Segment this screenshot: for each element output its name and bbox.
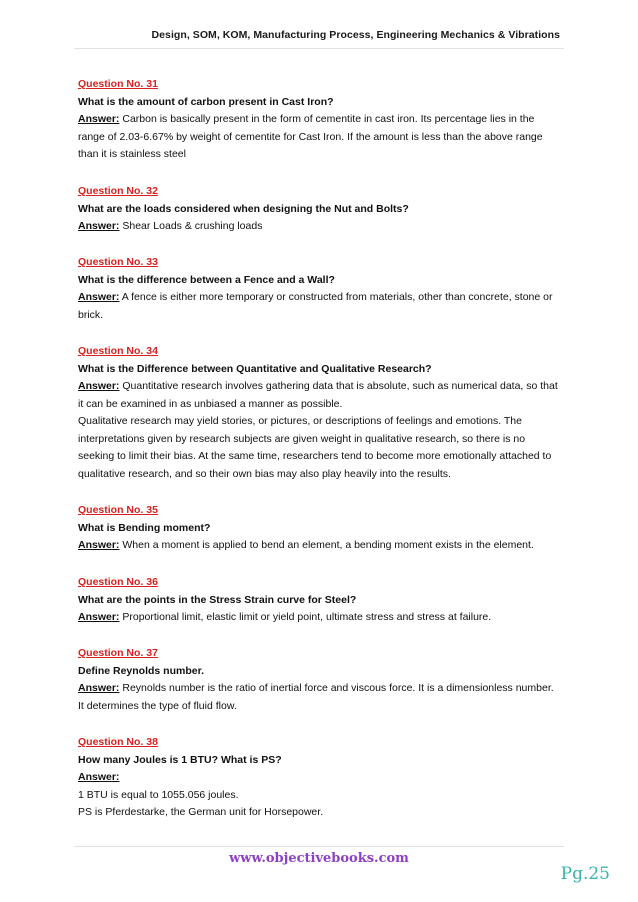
answer-line-ps: PS is Pferdestarke, the German unit for Horsepower. xyxy=(78,806,324,818)
answer-label: Answer: xyxy=(78,219,120,232)
question-text: What is the difference between a Fence and a Wall? xyxy=(78,274,335,286)
header-divider xyxy=(74,48,564,49)
answer-block xyxy=(78,378,562,413)
question-text: What is the Difference between Quantitative and Qualitative Research? xyxy=(78,363,432,375)
answer-label: Answer: xyxy=(78,610,120,623)
answer-text: Proportional limit, elastic limit or yield point, ultimate stress and stress at failure. xyxy=(122,610,492,623)
answer-text: A fence is either more temporary or constructed from materials, other than concrete, stone or brick. xyxy=(78,291,553,321)
answer-text: When a moment is applied to bend an element, a bending moment exists in the element. xyxy=(122,539,534,551)
question-number: Question No. 31 xyxy=(78,78,158,90)
qa-item-35 xyxy=(78,502,562,555)
answer-continuation: Qualitative research may yield stories, or pictures, or descriptions of feelings and emotions. The interpretations given by research subjects are given weight in qualitative research, so there is no seeking to limit their bias. At the same time, researchers tend to become more emotionally attached to qualitative research, and so their own bias may also play heavily into the results. xyxy=(78,415,552,480)
answer-block xyxy=(78,680,562,715)
answer-block xyxy=(78,609,562,627)
question-number: Question No. 36 xyxy=(78,575,158,588)
answer-label: Answer: xyxy=(78,771,120,783)
question-number: Question No. 32 xyxy=(78,184,158,197)
footer-divider xyxy=(74,846,564,847)
answer-block xyxy=(78,218,562,236)
answer-text: Quantitative research involves gathering data that is absolute, such as numerical data, so that it can be examined in as unbiased a manner as possible. xyxy=(78,380,558,410)
qa-item-36 xyxy=(78,574,562,627)
question-number: Question No. 38 xyxy=(78,736,158,748)
qa-content xyxy=(78,76,562,841)
answer-label: Answer: xyxy=(78,291,120,303)
qa-item-33 xyxy=(78,254,562,324)
answer-block xyxy=(78,289,562,324)
answer-text: Carbon is basically present in the form of cementite in cast iron. Its percentage lies in the range of 2.03-6.67% by weight of cementite for Cast Iron. If the amount is less than the above range than it is stainless steel xyxy=(78,113,543,160)
question-text: Define Reynolds number. xyxy=(78,665,205,677)
qa-item-32 xyxy=(78,183,562,236)
page-header-title: Design, SOM, KOM, Manufacturing Process, Engineering Mechanics & Vibrations xyxy=(151,29,560,41)
qa-item-37 xyxy=(78,645,562,715)
question-text: What are the loads considered when designing the Nut and Bolts? xyxy=(78,202,409,215)
question-number: Question No. 33 xyxy=(78,256,158,268)
qa-item-38 xyxy=(78,734,562,822)
answer-line-btu: 1 BTU is equal to 1055.056 joules. xyxy=(78,788,239,801)
question-text: What is the amount of carbon present in Cast Iron? xyxy=(78,96,334,108)
qa-item-31 xyxy=(78,76,562,164)
answer-label: Answer: xyxy=(78,682,120,694)
answer-block xyxy=(78,111,562,164)
page-number: Pg.25 xyxy=(560,864,610,884)
answer-block xyxy=(78,769,562,822)
question-number: Question No. 34 xyxy=(78,345,158,357)
question-number: Question No. 37 xyxy=(78,647,158,659)
question-number: Question No. 35 xyxy=(78,504,158,516)
answer-block xyxy=(78,537,562,555)
question-text: What is Bending moment? xyxy=(78,522,211,534)
answer-label: Answer: xyxy=(78,113,120,125)
question-text: How many Joules is 1 BTU? What is PS? xyxy=(78,754,282,766)
qa-item-34 xyxy=(78,343,562,483)
question-text: What are the points in the Stress Strain curve for Steel? xyxy=(78,593,357,606)
footer-website-link[interactable]: www.objectivebooks.com xyxy=(229,851,409,866)
answer-text: Shear Loads & crushing loads xyxy=(122,219,263,232)
answer-label: Answer: xyxy=(78,539,120,551)
answer-text: Reynolds number is the ratio of inertial force and viscous force. It is a dimensionless number. It determines the type of fluid flow. xyxy=(78,682,554,712)
answer-label: Answer: xyxy=(78,380,120,392)
